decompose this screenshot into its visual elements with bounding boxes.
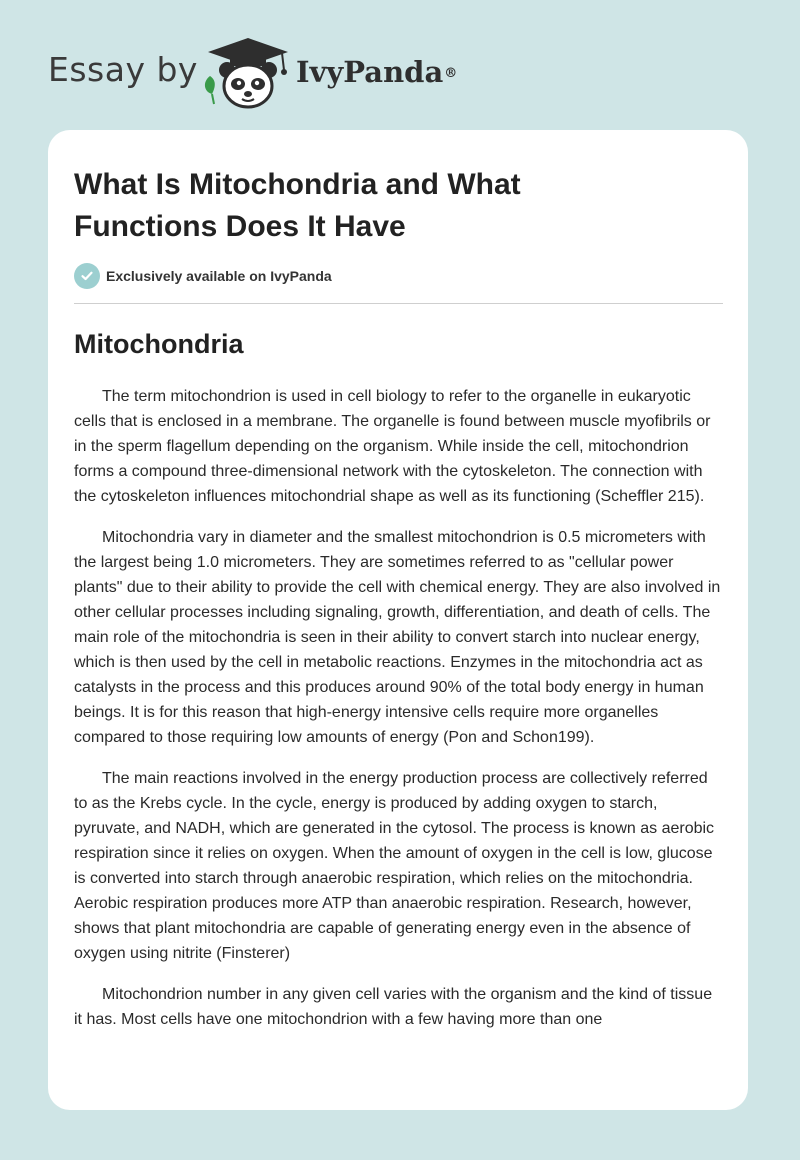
page-title: What Is Mitochondria and What Functions Does It Have	[74, 168, 521, 243]
paragraph: The term mitochondrion is used in cell biology to refer to the organelle in eukaryotic cells that is enclosed in a membrane. The organelle is found between muscle myofibrils or in the sperm flagellum depending on the organism. While inside the cell, mitochondrion forms a compound three-dimensional network with the cytoskeleton. The connection with the cytoskeleton influences mitochondrial shape as well as its functioning (Scheffler 215).	[74, 388, 711, 505]
paragraph: Mitochondrion number in any given cell varies with the organism and the kind of tissue it has. Most cells have one mitochondrion with a few having more than one	[74, 986, 713, 1028]
exclusive-label: Exclusively available on IvyPanda	[106, 268, 332, 284]
exclusive-badge	[74, 263, 332, 289]
paragraph: Mitochondria vary in diameter and the smallest mitochondrion is 0.5 micrometers with the largest being 1.0 micrometers. They are sometimes referred to as "cellular power plants" due to their ability to provide the cell with chemical energy. They are also involved in other cellular processes including signaling, growth, differentiation, and death of cells. The main role of the mitochondria is seen in their ability to convert starch into nuclear energy, which is then used by the cell in metabolic reactions. Enzymes in the mitochondria act as catalysts in the process and this produces around 90% of the total body energy in human beings. It is for this reason that high-energy intensive cells require more organelles compared to those requiring low amounts of energy (Pon and Schon199).	[74, 529, 721, 746]
brand-name[interactable]	[296, 52, 457, 92]
divider	[74, 303, 723, 304]
article-body	[74, 384, 724, 1048]
paragraph: The main reactions involved in the energy production process are collectively referred to as the Krebs cycle. In the cycle, energy is produced by adding oxygen to starch, pyruvate, and NADH, which are generated in the cytosol. The process is known as aerobic respiration since it relies on oxygen. When the amount of oxygen in the cell is low, glucose is converted into starch through anaerobic respiration, which relies on the mitochondria. Aerobic respiration produces more ATP than anaerobic respiration. Research, however, shows that plant mitochondria are capable of generating energy even in the absence of oxygen using nitrite (Finsterer)	[74, 770, 715, 962]
panda-graduate-logo-icon[interactable]	[200, 36, 292, 110]
article-card	[48, 130, 748, 1110]
brand-name-text: IvyPanda	[296, 55, 444, 89]
section-heading: Mitochondria	[74, 329, 244, 359]
check-circle-icon	[74, 263, 100, 289]
site-header	[0, 0, 800, 120]
registered-mark: ®	[444, 66, 458, 81]
essay-by-label: Essay by	[48, 50, 198, 89]
